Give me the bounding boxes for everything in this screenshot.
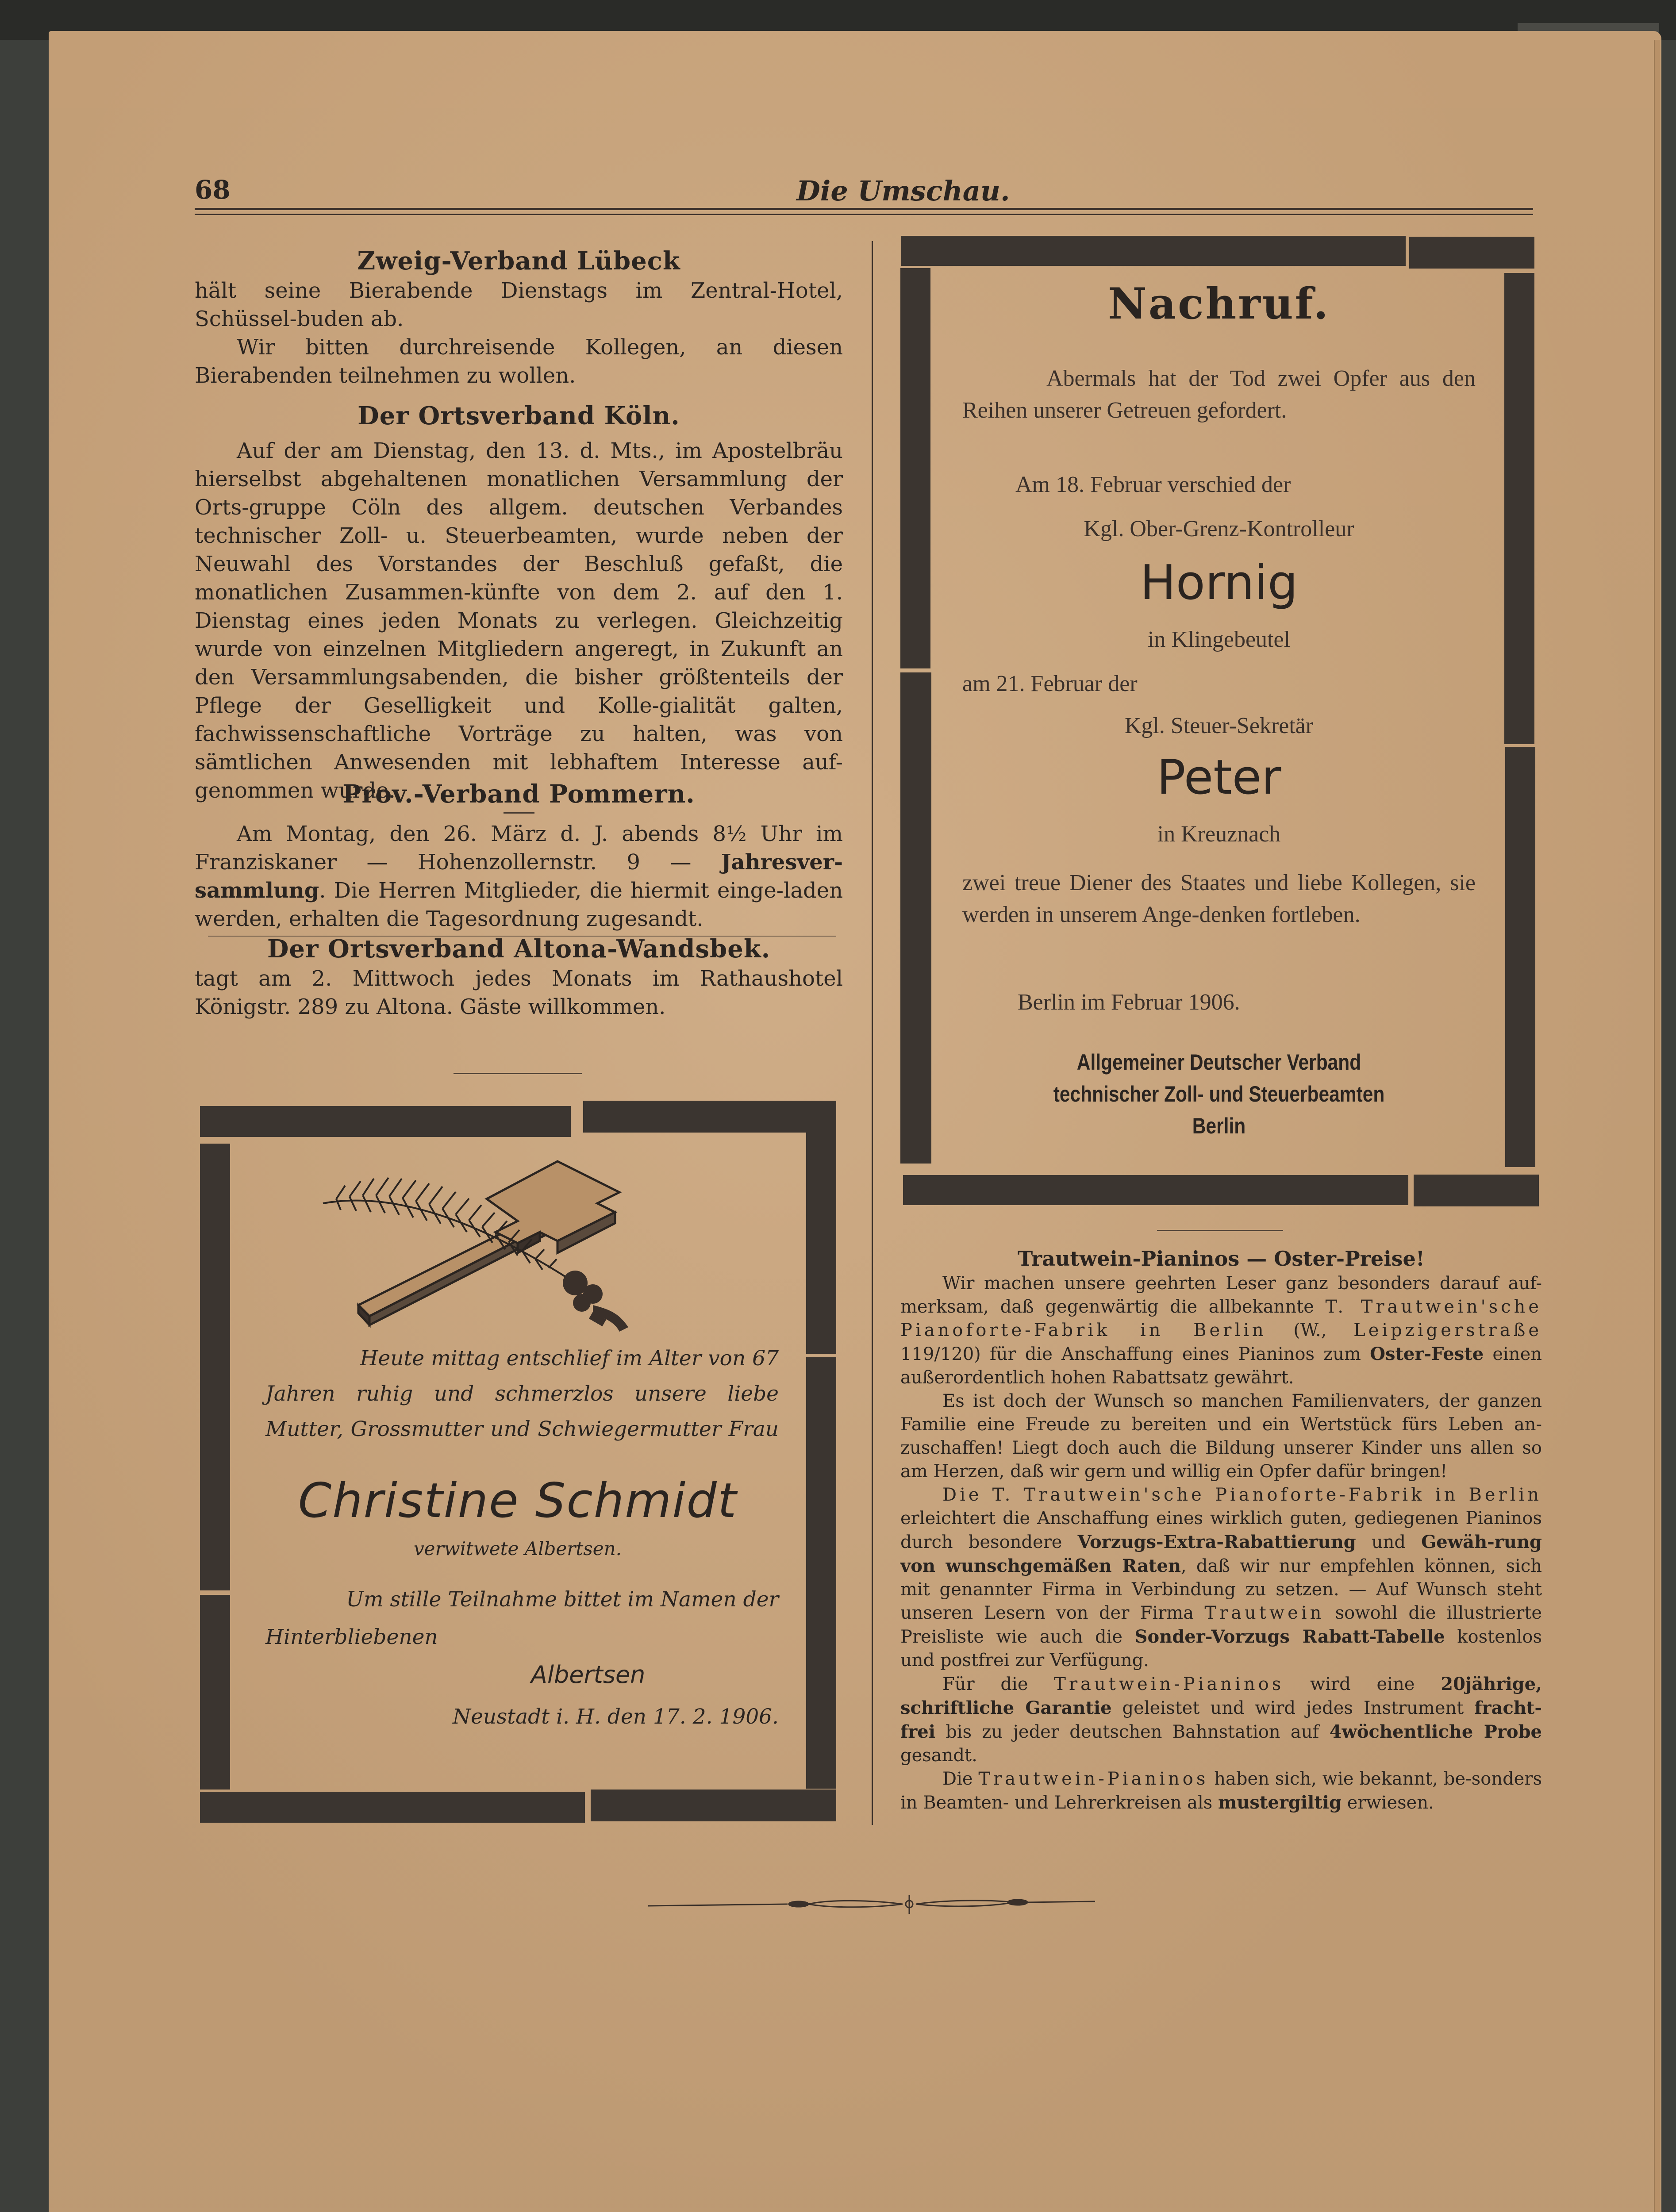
- schmidt-line-3: Mutter, Grossmutter und Schwiegermutter Frau: [265, 1417, 779, 1441]
- text-altona: tagt am 2. Mittwoch jedes Monats im Rathaushotel Königstr. 289 zu Altona. Gäste willkommen.: [195, 966, 843, 1019]
- nachruf-border-right-upper: [1504, 273, 1534, 744]
- t-spaced: Trautwein-Pianinos: [978, 1769, 1209, 1789]
- mourning-border-top-left: [200, 1106, 571, 1137]
- header-double-rule: [195, 208, 1533, 215]
- nachruf-org-line-3: Berlin: [1192, 1114, 1246, 1138]
- deceased-name: Christine Schmidt: [298, 1473, 738, 1528]
- t-text: , daß wir nur empfehlen können, sich mit genannter Firma in Verbindung zu setzen. — Auf Wunsch steht unseren Lesern von der Firma: [900, 1556, 1542, 1623]
- t-bold: fracht-frei: [900, 1697, 1542, 1742]
- t-text: Die: [942, 1769, 979, 1789]
- mourning-border-top-right: [583, 1101, 836, 1133]
- mourning-border-right-upper: [806, 1133, 836, 1354]
- nachruf-name-1: Hornig: [1140, 555, 1298, 611]
- t-text: gesandt.: [900, 1745, 977, 1766]
- t-text: bis zu jeder deutschen Bahnstation auf: [935, 1722, 1330, 1742]
- mourning-border-right-lower: [806, 1357, 836, 1789]
- nachruf-rank-2: Kgl. Steuer-Sekretär: [1124, 713, 1314, 738]
- column-divider: [872, 241, 873, 1825]
- nachruf-dateline: Berlin im Februar 1906.: [1018, 990, 1240, 1015]
- t-bold: Vorzugs-Extra-Rabattierung: [1077, 1532, 1356, 1552]
- t-text: kostenlos und postfrei zur Verfügung.: [900, 1627, 1542, 1671]
- t-bold: Oster-Feste: [1370, 1344, 1484, 1364]
- schmidt-subtitle: verwitwete Albertsen.: [413, 1538, 622, 1559]
- mourning-border-bottom-right: [591, 1790, 836, 1821]
- short-rule: [504, 812, 534, 814]
- schmidt-signature: Albertsen: [531, 1661, 646, 1689]
- t-text: geleistet und wird jedes Instrument: [1111, 1698, 1475, 1718]
- nachruf-org-line-1: Allgemeiner Deutscher Verband: [1076, 1050, 1361, 1075]
- nachruf-border-top-right: [1409, 237, 1534, 269]
- t-spaced: Trautwein: [1204, 1603, 1325, 1623]
- trautwein-para-4: [900, 1672, 1542, 1767]
- heading-luebeck: Zweig-Verband Lübeck: [357, 246, 680, 276]
- publication-title: Die Umschau.: [796, 175, 1010, 207]
- nachruf-date-2: am 21. Februar der: [962, 671, 1138, 696]
- pommern-text-2: . Die Herren Mitglieder, die hiermit einge-laden werden, erhalten die Tagesordnung zugesandt.: [195, 878, 843, 931]
- separator-rule: [454, 1073, 582, 1074]
- t-bold: Sonder-Vorzugs Rabatt-Tabelle: [1134, 1626, 1445, 1647]
- nachruf-border-right-lower: [1505, 747, 1535, 1167]
- trautwein-heading: Trautwein-Pianinos — Oster-Preise!: [1017, 1247, 1425, 1271]
- t-text: Wir machen unsere geehrten Leser ganz besonders darauf auf-merksam, daß gegenwärtig die allbekannte: [900, 1273, 1542, 1317]
- t-text: wird eine: [1284, 1674, 1441, 1694]
- nachruf-border-bottom-left: [903, 1175, 1408, 1205]
- nachruf-place-1: in Klingebeutel: [1147, 627, 1291, 652]
- t-bold: 4wöchentliche Probe: [1329, 1721, 1542, 1742]
- t-text: sowohl die illustrierte Preisliste wie auch die: [900, 1603, 1542, 1647]
- section-altona: [195, 933, 843, 1021]
- heading-altona: Der Ortsverband Altona-Wandsbek.: [267, 934, 771, 964]
- nachruf-border-left-lower: [900, 672, 931, 1164]
- nachruf-org-line-2: technischer Zoll- und Steuerbeamten: [1053, 1082, 1385, 1106]
- t-text: 119/120) für die Anschaffung eines Pianinos zum: [900, 1344, 1370, 1364]
- nachruf-title: Nachruf.: [1108, 279, 1330, 329]
- nachruf-intro: Abermals hat der Tod zwei Opfer aus den Reihen unserer Getreuen gefordert.: [962, 366, 1476, 423]
- flower-bouquet-icon: [563, 1271, 628, 1332]
- schmidt-line-5: Hinterbliebenen: [265, 1625, 438, 1649]
- page-number: 68: [195, 175, 231, 205]
- t-spaced: Die T. Trautwein'sche Pianoforte-Fabrik in Berlin: [942, 1485, 1542, 1505]
- schmidt-line-2: Jahren ruhig und schmerzlos unsere liebe: [265, 1382, 779, 1406]
- mourning-border-left-upper: [200, 1144, 230, 1590]
- heading-pommern: Prov.-Verband Pommern.: [342, 780, 695, 809]
- t-spaced: Trautwein-Pianinos: [1054, 1674, 1284, 1694]
- nachruf-rank-1: Kgl. Ober-Grenz-Kontrolleur: [1084, 516, 1354, 541]
- heading-koeln: Der Ortsverband Köln.: [357, 401, 680, 430]
- t-bold: 20jährige, schriftliche Garantie: [900, 1674, 1542, 1718]
- luebeck-para-2: Wir bitten durchreisende Kollegen, an diesen Bierabenden teilnehmen zu wollen.: [195, 335, 843, 388]
- trautwein-para-5: [900, 1767, 1542, 1815]
- schmidt-line-1: Heute mittag entschlief im Alter von 67: [360, 1346, 779, 1371]
- trautwein-para-1: [900, 1272, 1542, 1390]
- t-spaced: T. Trautwein'sche Pianoforte-Fabrik in Berlin: [900, 1297, 1542, 1340]
- schmidt-place-date: Neustadt i. H. den 17. 2. 1906.: [452, 1705, 779, 1729]
- separator-rule-right: [1157, 1230, 1283, 1231]
- t-text: (W.,: [1266, 1320, 1354, 1340]
- cross-palm-illustration: [310, 1137, 730, 1340]
- decorative-ornament-rule: [646, 1893, 1097, 1916]
- section-luebeck: [195, 246, 843, 390]
- t-bold: mustergiltig: [1218, 1792, 1342, 1813]
- page-edge: [1654, 40, 1660, 2212]
- text-pommern: [195, 820, 843, 933]
- luebeck-para-1: hält seine Bierabende Dienstags im Zentral-Hotel, Schüssel-buden ab.: [195, 278, 843, 331]
- nachruf-date-1: Am 18. Februar verschied der: [1015, 472, 1291, 497]
- text-altona-wrap: [195, 964, 843, 1021]
- t-text: erleichtert die Anschaffung eines wirklich guten, gediegenen Pianinos durch besondere: [900, 1508, 1542, 1552]
- nachruf-border-top-left: [901, 236, 1406, 266]
- nachruf-place-2: in Kreuznach: [1157, 822, 1281, 847]
- text-koeln: Auf der am Dienstag, den 13. d. Mts., im Apostelbräu hierselbst abgehaltenen monatlichen Versammlung der Orts-gruppe Cöln des allgem. deutschen Verbandes technischer Zoll- u. Steuerbeamten, wurde neben der Neuwahl des Vorstandes der Beschluß gefaßt, die monatlichen Zusammen-künfte von dem 2. auf den 1. Dienstag eines jeden Monats zu verlegen. Gleichzeitig wurde von einzelnen Mitgliedern angeregt, in Zukunft an den Versammlungsabenden, die bisher größtenteils der Pflege der Geselligkeit und Kolle-gialität galten, fachwissenschaftliche Vorträge zu halten, was von sämtlichen Anwesenden mit lebhaftem Interesse auf-genommen wurde.: [195, 438, 843, 803]
- t-text: erwiesen.: [1341, 1793, 1434, 1813]
- t-text: Für die: [942, 1674, 1054, 1694]
- t-bold: Gewäh-rung von wunschgemäßen Raten: [900, 1532, 1542, 1576]
- nachruf-closing: zwei treue Diener des Staates und liebe Kollegen, sie werden in unserem Ange-denken fortleben.: [962, 870, 1476, 927]
- t-text: und: [1356, 1532, 1422, 1552]
- nachruf-border-left-upper: [900, 268, 930, 668]
- trautwein-para-2: Es ist doch der Wunsch so manchen Familienvaters, der ganzen Familie eine Freude zu bereiten und ein Wertstück fürs Leben an-zuschaffen! Liegt doch auch die Bildung unserer Kinder uns allen so am Herzen, daß wir gern und willig ein Opfer dafür bringen!: [900, 1391, 1542, 1482]
- nachruf-border-bottom-right: [1414, 1175, 1539, 1206]
- text-koeln-wrap: [195, 437, 843, 805]
- trautwein-body: [900, 1272, 1542, 1815]
- trautwein-advertisement: [900, 1245, 1542, 1815]
- mourning-border-left-lower: [200, 1595, 230, 1790]
- pommern-text-1: Am Montag, den 26. März d. J. abends 8½ Uhr im Franziskaner — Hohenzollernstr. 9 —: [195, 822, 843, 875]
- mourning-border-bottom-left: [200, 1792, 585, 1823]
- section-pommern: [195, 779, 843, 937]
- t-text: haben sich, wie bekannt, be-sonders in Beamten- und Lehrerkreisen als: [900, 1769, 1542, 1813]
- t-text: einen außerordentlich hohen Rabattsatz gewährt.: [900, 1344, 1542, 1388]
- trautwein-para-3: [900, 1483, 1542, 1672]
- text-luebeck: [195, 276, 843, 390]
- nachruf-name-2: Peter: [1157, 750, 1281, 805]
- section-koeln: [195, 400, 843, 805]
- schmidt-line-4: Um stille Teilnahme bittet im Namen der: [346, 1587, 779, 1612]
- pommern-bold: Jahresver-sammlung: [195, 850, 843, 903]
- t-spaced: Leipzigerstraße: [1353, 1320, 1542, 1340]
